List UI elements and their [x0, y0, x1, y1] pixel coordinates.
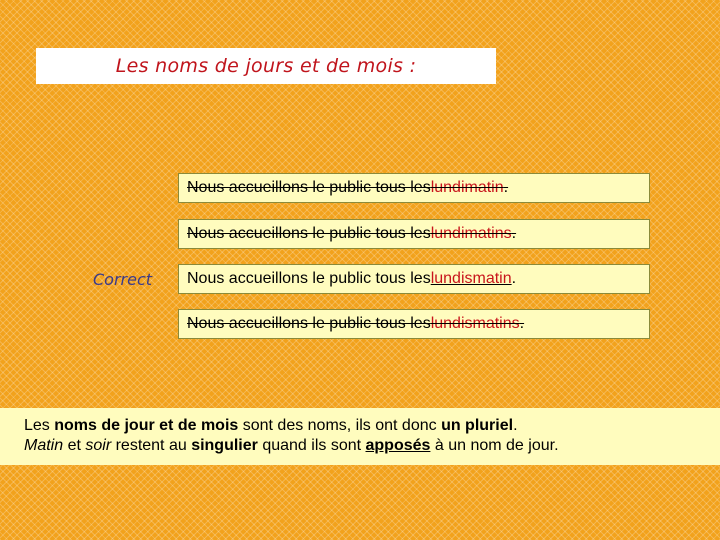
- option-4-word-1: lundis: [430, 315, 473, 332]
- explanation-line-2: [24, 436, 720, 456]
- option-2-word-1: lundi: [430, 225, 465, 242]
- explanation-italic: soir: [85, 437, 112, 454]
- explanation-text: sont des noms, ils ont donc: [238, 417, 442, 434]
- option-2-word-2: matins: [464, 225, 512, 242]
- explanation-italic: Matin: [24, 437, 64, 454]
- option-1-word-2: matin: [464, 179, 504, 196]
- explanation-text: et: [63, 437, 86, 454]
- page-title: Les noms de jours et de mois :: [115, 55, 417, 77]
- explanation-text: quand ils sont: [257, 437, 366, 454]
- explanation-bold: noms de jour et de mois: [54, 417, 239, 434]
- explanation-text: Les: [24, 417, 55, 434]
- option-4-prefix: Nous accueillons le public tous les: [187, 315, 431, 332]
- answer-option-4[interactable]: [178, 309, 650, 339]
- explanation-text: à un nom de jour.: [430, 437, 559, 454]
- option-3-word-1: lundis: [430, 270, 473, 287]
- option-3-prefix: Nous accueillons le public tous les: [187, 270, 431, 287]
- explanation-bold: singulier: [191, 437, 258, 454]
- option-4-word-2: matins: [472, 315, 520, 332]
- explanation-bold: un pluriel: [441, 417, 514, 434]
- option-1-prefix: Nous accueillons le public tous les: [187, 179, 431, 196]
- option-3-end: .: [511, 270, 517, 287]
- option-2-prefix: Nous accueillons le public tous les: [187, 225, 431, 242]
- option-1-end: .: [503, 179, 509, 196]
- explanation-line-1: [24, 416, 720, 436]
- explanation-text: restent au: [111, 437, 192, 454]
- option-4-end: .: [519, 315, 525, 332]
- correct-label: Correct: [93, 270, 153, 289]
- answer-option-2[interactable]: [178, 219, 650, 249]
- explanation-box: [0, 408, 720, 465]
- explanation-underlined: apposés: [365, 437, 431, 454]
- answer-option-1[interactable]: [178, 173, 650, 203]
- explanation-text: .: [513, 417, 518, 434]
- option-3-word-2: matin: [472, 270, 512, 287]
- title-box: [36, 48, 496, 84]
- option-1-word-1: lundi: [430, 179, 465, 196]
- option-2-end: .: [511, 225, 517, 242]
- answer-option-3[interactable]: [178, 264, 650, 294]
